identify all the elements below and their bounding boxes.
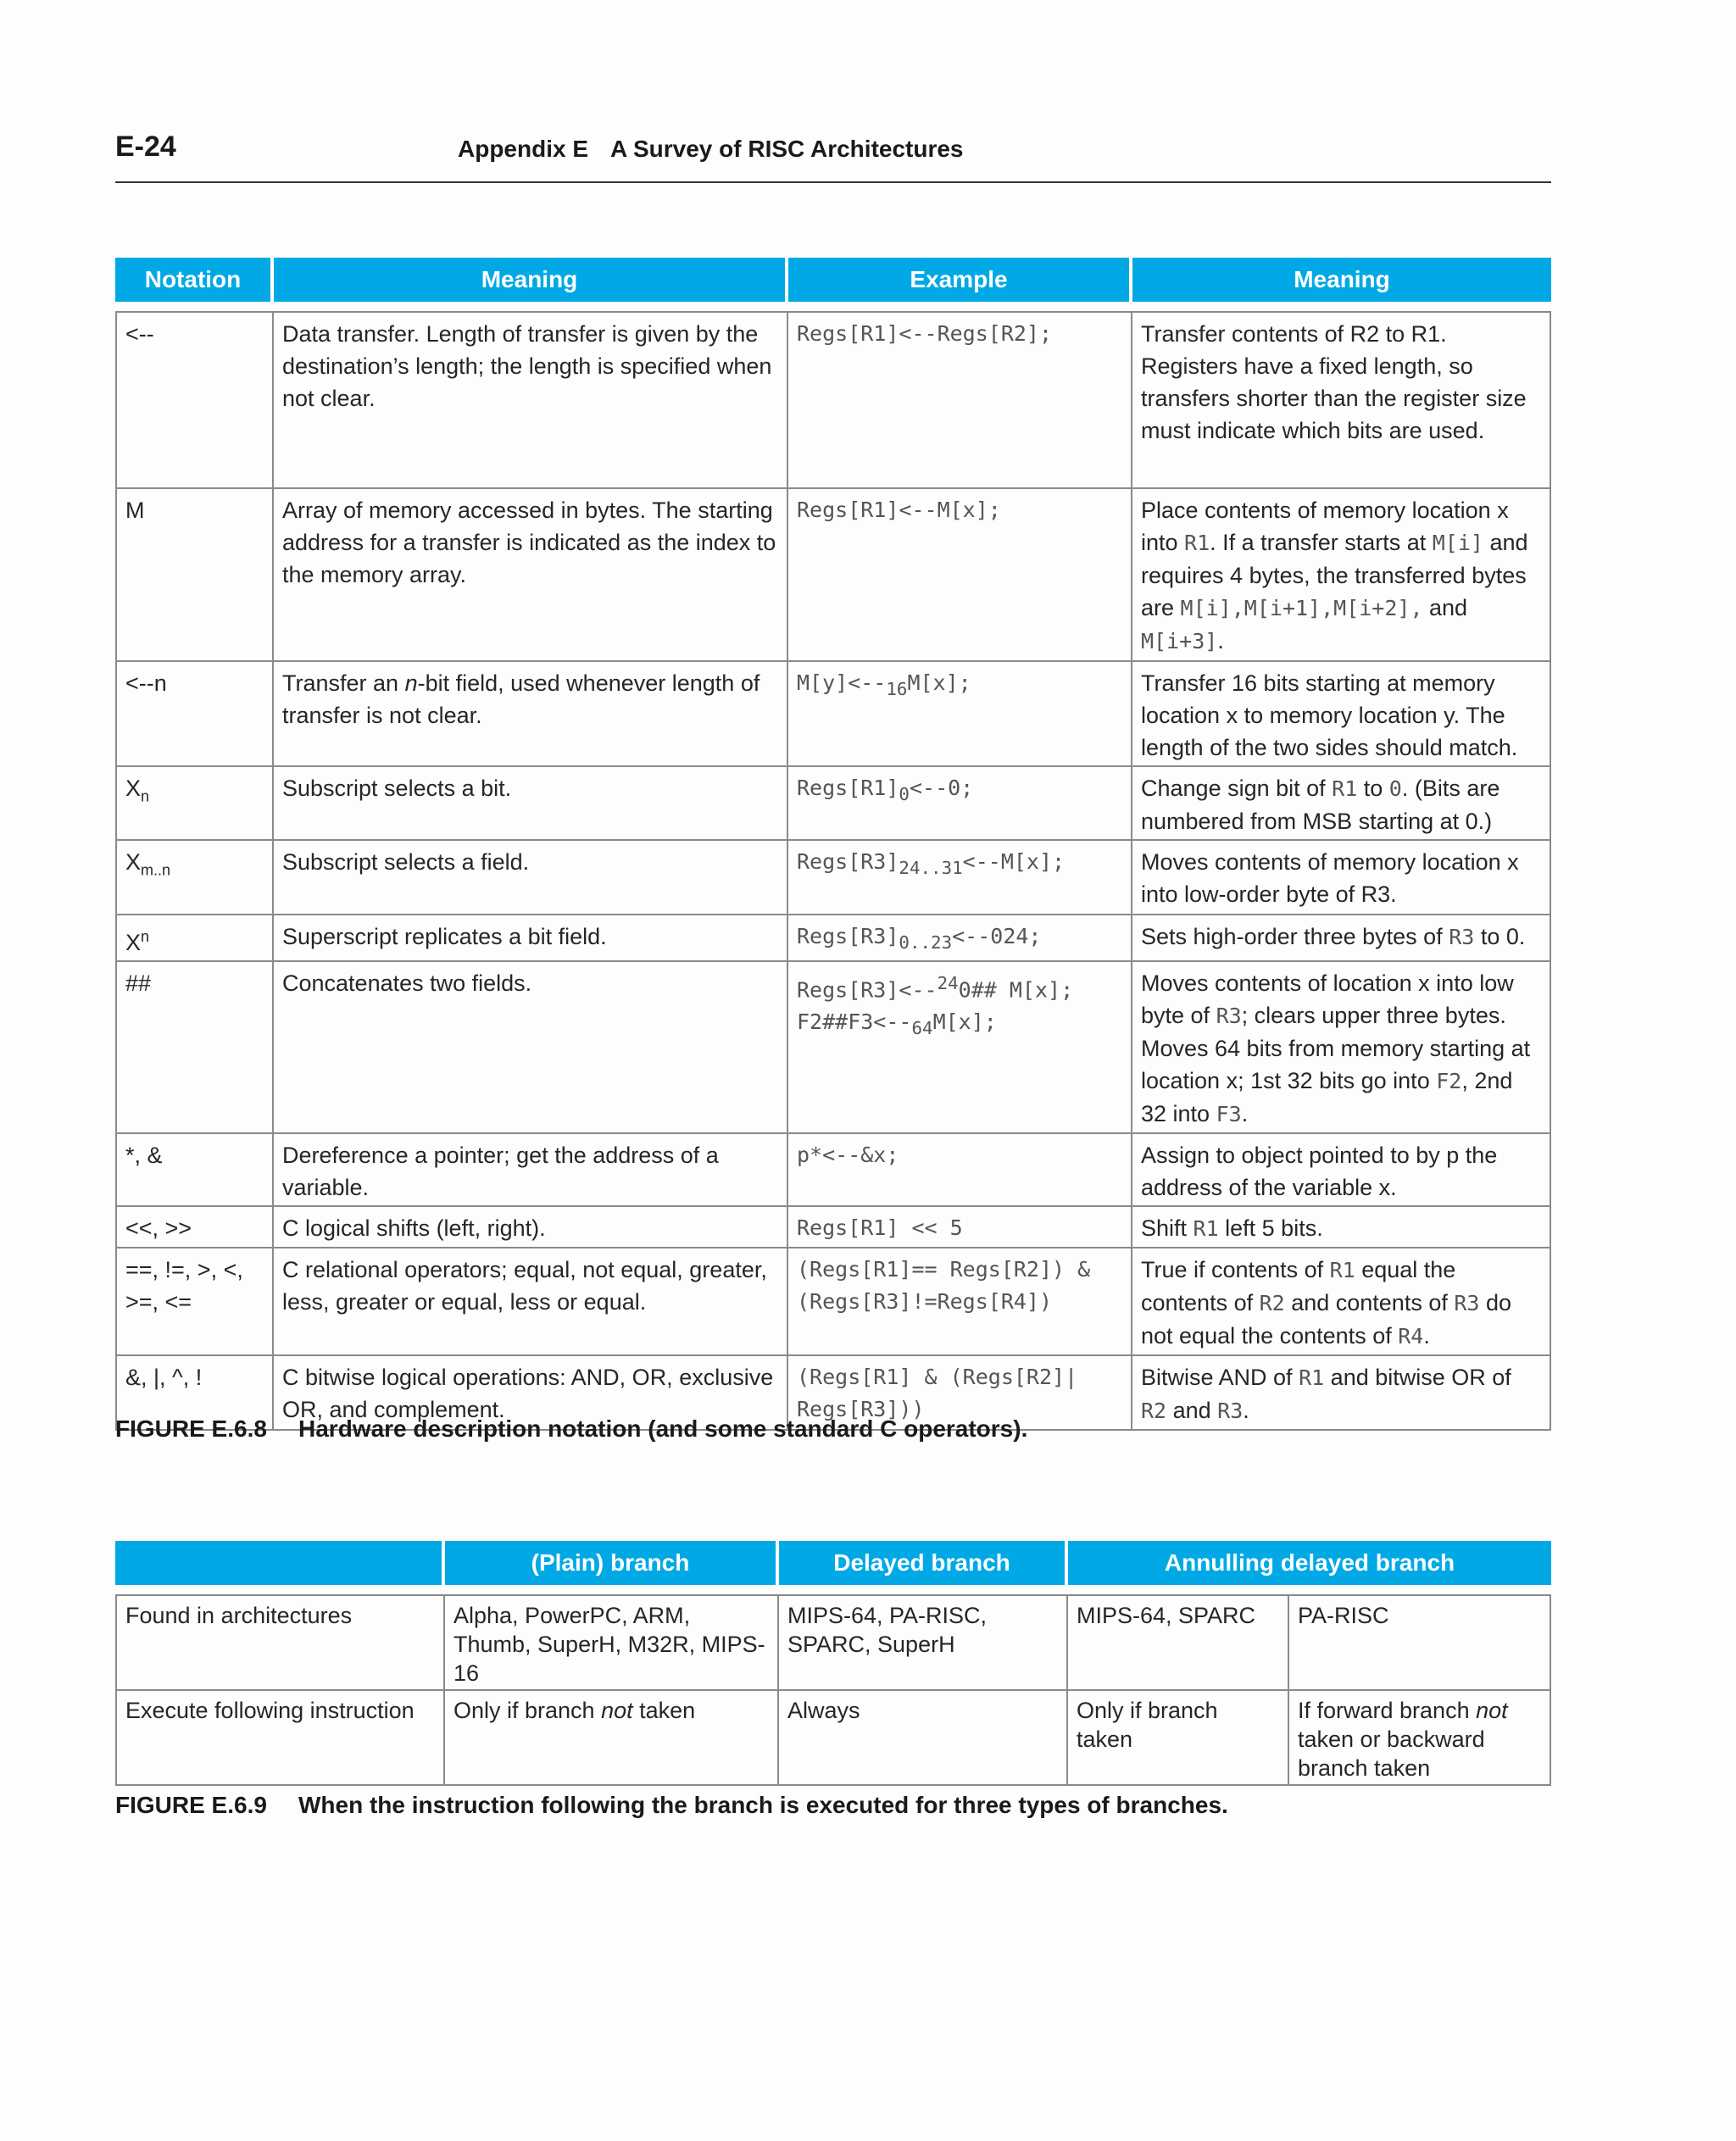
example-cell: $Regs[R1]_0<--0$; bbox=[788, 767, 1132, 841]
example-cell: Regs[R1] << 5 bbox=[788, 1207, 1132, 1248]
example-meaning-cell: Shift R1 left 5 bits. bbox=[1132, 1207, 1551, 1248]
example-meaning-cell: Change sign bit of R1 to 0. (Bits are numbered from MSB starting at 0.) bbox=[1132, 767, 1551, 841]
example-cell: Regs[R1]<--M[x]; bbox=[788, 489, 1132, 662]
table-header-row bbox=[115, 258, 1551, 302]
example-meaning-cell: Bitwise AND of R1 and bitwise OR of R2 and R3. bbox=[1132, 1356, 1551, 1431]
notation-cell: &, |, ^, ! bbox=[115, 1356, 274, 1431]
page-header bbox=[115, 127, 1551, 183]
table-row bbox=[115, 962, 1551, 1134]
column-header-example-meaning: Meaning bbox=[1132, 258, 1551, 302]
example-cell: Regs[R3]<--$^{24}$0## M[x]; $F2\#\#F3<--_{64}M[x]$; bbox=[788, 962, 1132, 1134]
notation-cell: ==, !=, >, <, >=, <= bbox=[115, 1248, 274, 1356]
meaning-cell: Concatenates two fields. bbox=[274, 962, 788, 1134]
notation-cell: *, & bbox=[115, 1134, 274, 1207]
plain-branch-cell: Alpha, PowerPC, ARM, Thumb, SuperH, M32R, MIPS-16 bbox=[445, 1594, 779, 1691]
delayed-branch-cell: Always bbox=[779, 1691, 1068, 1786]
figure-label: FIGURE E.6.8 bbox=[115, 1415, 267, 1442]
notation-cell: <--n bbox=[115, 662, 274, 767]
meaning-cell: C relational operators; equal, not equal, greater, less, greater or equal, less or equal. bbox=[274, 1248, 788, 1356]
annulling-branch-cell: If forward branch not taken or backward branch taken bbox=[1289, 1691, 1551, 1786]
annulling-branch-cell: PA-RISC bbox=[1289, 1594, 1551, 1691]
example-cell: (Regs[R1]== Regs[R2]) & (Regs[R3]!=Regs[R4]) bbox=[788, 1248, 1132, 1356]
table-row bbox=[115, 311, 1551, 489]
notation-cell: M bbox=[115, 489, 274, 662]
table-row bbox=[115, 1207, 1551, 1248]
figure-label: FIGURE E.6.9 bbox=[115, 1792, 267, 1818]
example-cell: Regs[R1]<--Regs[R2]; bbox=[788, 311, 1132, 489]
notation-cell: ## bbox=[115, 962, 274, 1134]
example-meaning-cell: Moves contents of location x into low byte of R3; clears upper three bytes. Moves 64 bits from memory starting at location x; 1st 32 bits go into F2, 2nd 32 into F3. bbox=[1132, 962, 1551, 1134]
column-header-notation: Notation bbox=[115, 258, 274, 302]
running-head bbox=[458, 136, 964, 163]
table-row bbox=[115, 1248, 1551, 1356]
chapter-title: A Survey of RISC Architectures bbox=[610, 136, 964, 162]
example-cell: $Regs[R3]_{0..23}<--024$; bbox=[788, 915, 1132, 962]
meaning-cell: Data transfer. Length of transfer is given by the destination’s length; the length is specified when not clear. bbox=[274, 311, 788, 489]
appendix-label: Appendix E bbox=[458, 136, 589, 162]
example-cell: (Regs[R1] & (Regs[R2]| Regs[R3])) bbox=[788, 1356, 1132, 1431]
annulling-branch-cell: Only if branch taken bbox=[1068, 1691, 1289, 1786]
column-header-plain-branch: (Plain) branch bbox=[445, 1541, 779, 1585]
example-meaning-cell: True if contents of R1 equal the contents of R2 and contents of R3 do not equal the contents of R4. bbox=[1132, 1248, 1551, 1356]
table-header-row bbox=[115, 1541, 1551, 1585]
delayed-branch-cell: MIPS-64, PA-RISC, SPARC, SuperH bbox=[779, 1594, 1068, 1691]
meaning-cell: Subscript selects a bit. bbox=[274, 767, 788, 841]
meaning-cell: C logical shifts (left, right). bbox=[274, 1207, 788, 1248]
table-row bbox=[115, 767, 1551, 841]
meaning-cell: Superscript replicates a bit field. bbox=[274, 915, 788, 962]
table-row bbox=[115, 1134, 1551, 1207]
figure-caption-text: When the instruction following the branch is executed for three types of branches. bbox=[298, 1792, 1228, 1818]
figure-caption bbox=[115, 1792, 1228, 1819]
column-header-example: Example bbox=[788, 258, 1132, 302]
example-meaning-cell: Place contents of memory location x into R1. If a transfer starts at M[i] and requires 4 bytes, the transferred bytes are M[i],M[i+1],M[i+2], and M[i+3]. bbox=[1132, 489, 1551, 662]
table-row bbox=[115, 662, 1551, 767]
example-meaning-cell: Transfer 16 bits starting at memory location x to memory location y. The length of the two sides should match. bbox=[1132, 662, 1551, 767]
example-cell: $Regs[R3]_{24..31}<--M[x]$; bbox=[788, 841, 1132, 915]
notation-cell: <-- bbox=[115, 311, 274, 489]
page-number: E-24 bbox=[115, 131, 176, 163]
table-row bbox=[115, 915, 1551, 962]
column-header-annulling-branch: Annulling delayed branch bbox=[1068, 1541, 1551, 1585]
notation-cell: $X^n$ bbox=[115, 915, 274, 962]
meaning-cell: Dereference a pointer; get the address of a variable. bbox=[274, 1134, 788, 1207]
table-row bbox=[115, 1594, 1551, 1691]
notation-cell: $X_{m..n}$ bbox=[115, 841, 274, 915]
branch-table bbox=[115, 1541, 1551, 1786]
column-header-meaning: Meaning bbox=[274, 258, 788, 302]
notation-cell: $X_n$ bbox=[115, 767, 274, 841]
figure-caption-text: Hardware description notation (and some standard C operators). bbox=[298, 1415, 1028, 1442]
row-label: Found in architectures bbox=[115, 1594, 445, 1691]
notation-table bbox=[115, 258, 1551, 1431]
example-meaning-cell: Assign to object pointed to by p the address of the variable x. bbox=[1132, 1134, 1551, 1207]
example-meaning-cell: Transfer contents of R2 to R1. Registers have a fixed length, so transfers shorter than the register size must indicate which bits are used. bbox=[1132, 311, 1551, 489]
notation-cell: <<, >> bbox=[115, 1207, 274, 1248]
figure-caption bbox=[115, 1415, 1027, 1443]
column-header-blank bbox=[115, 1541, 445, 1585]
meaning-cell: C bitwise logical operations: AND, OR, exclusive OR, and complement. bbox=[274, 1356, 788, 1431]
meaning-cell: Subscript selects a field. bbox=[274, 841, 788, 915]
meaning-cell: Array of memory accessed in bytes. The starting address for a transfer is indicated as the index to the memory array. bbox=[274, 489, 788, 662]
example-cell: $M[y]<--_{16}M[x]$; bbox=[788, 662, 1132, 767]
table-row bbox=[115, 841, 1551, 915]
example-meaning-cell: Sets high-order three bytes of R3 to 0. bbox=[1132, 915, 1551, 962]
column-header-delayed-branch: Delayed branch bbox=[779, 1541, 1068, 1585]
meaning-cell: Transfer an n-bit field, used whenever length of transfer is not clear. bbox=[274, 662, 788, 767]
example-cell: p*<--&x; bbox=[788, 1134, 1132, 1207]
table-row bbox=[115, 489, 1551, 662]
row-label: Execute following instruction bbox=[115, 1691, 445, 1786]
plain-branch-cell: Only if branch not taken bbox=[445, 1691, 779, 1786]
table-row bbox=[115, 1691, 1551, 1786]
annulling-branch-cell: MIPS-64, SPARC bbox=[1068, 1594, 1289, 1691]
example-meaning-cell: Moves contents of memory location x into low-order byte of R3. bbox=[1132, 841, 1551, 915]
